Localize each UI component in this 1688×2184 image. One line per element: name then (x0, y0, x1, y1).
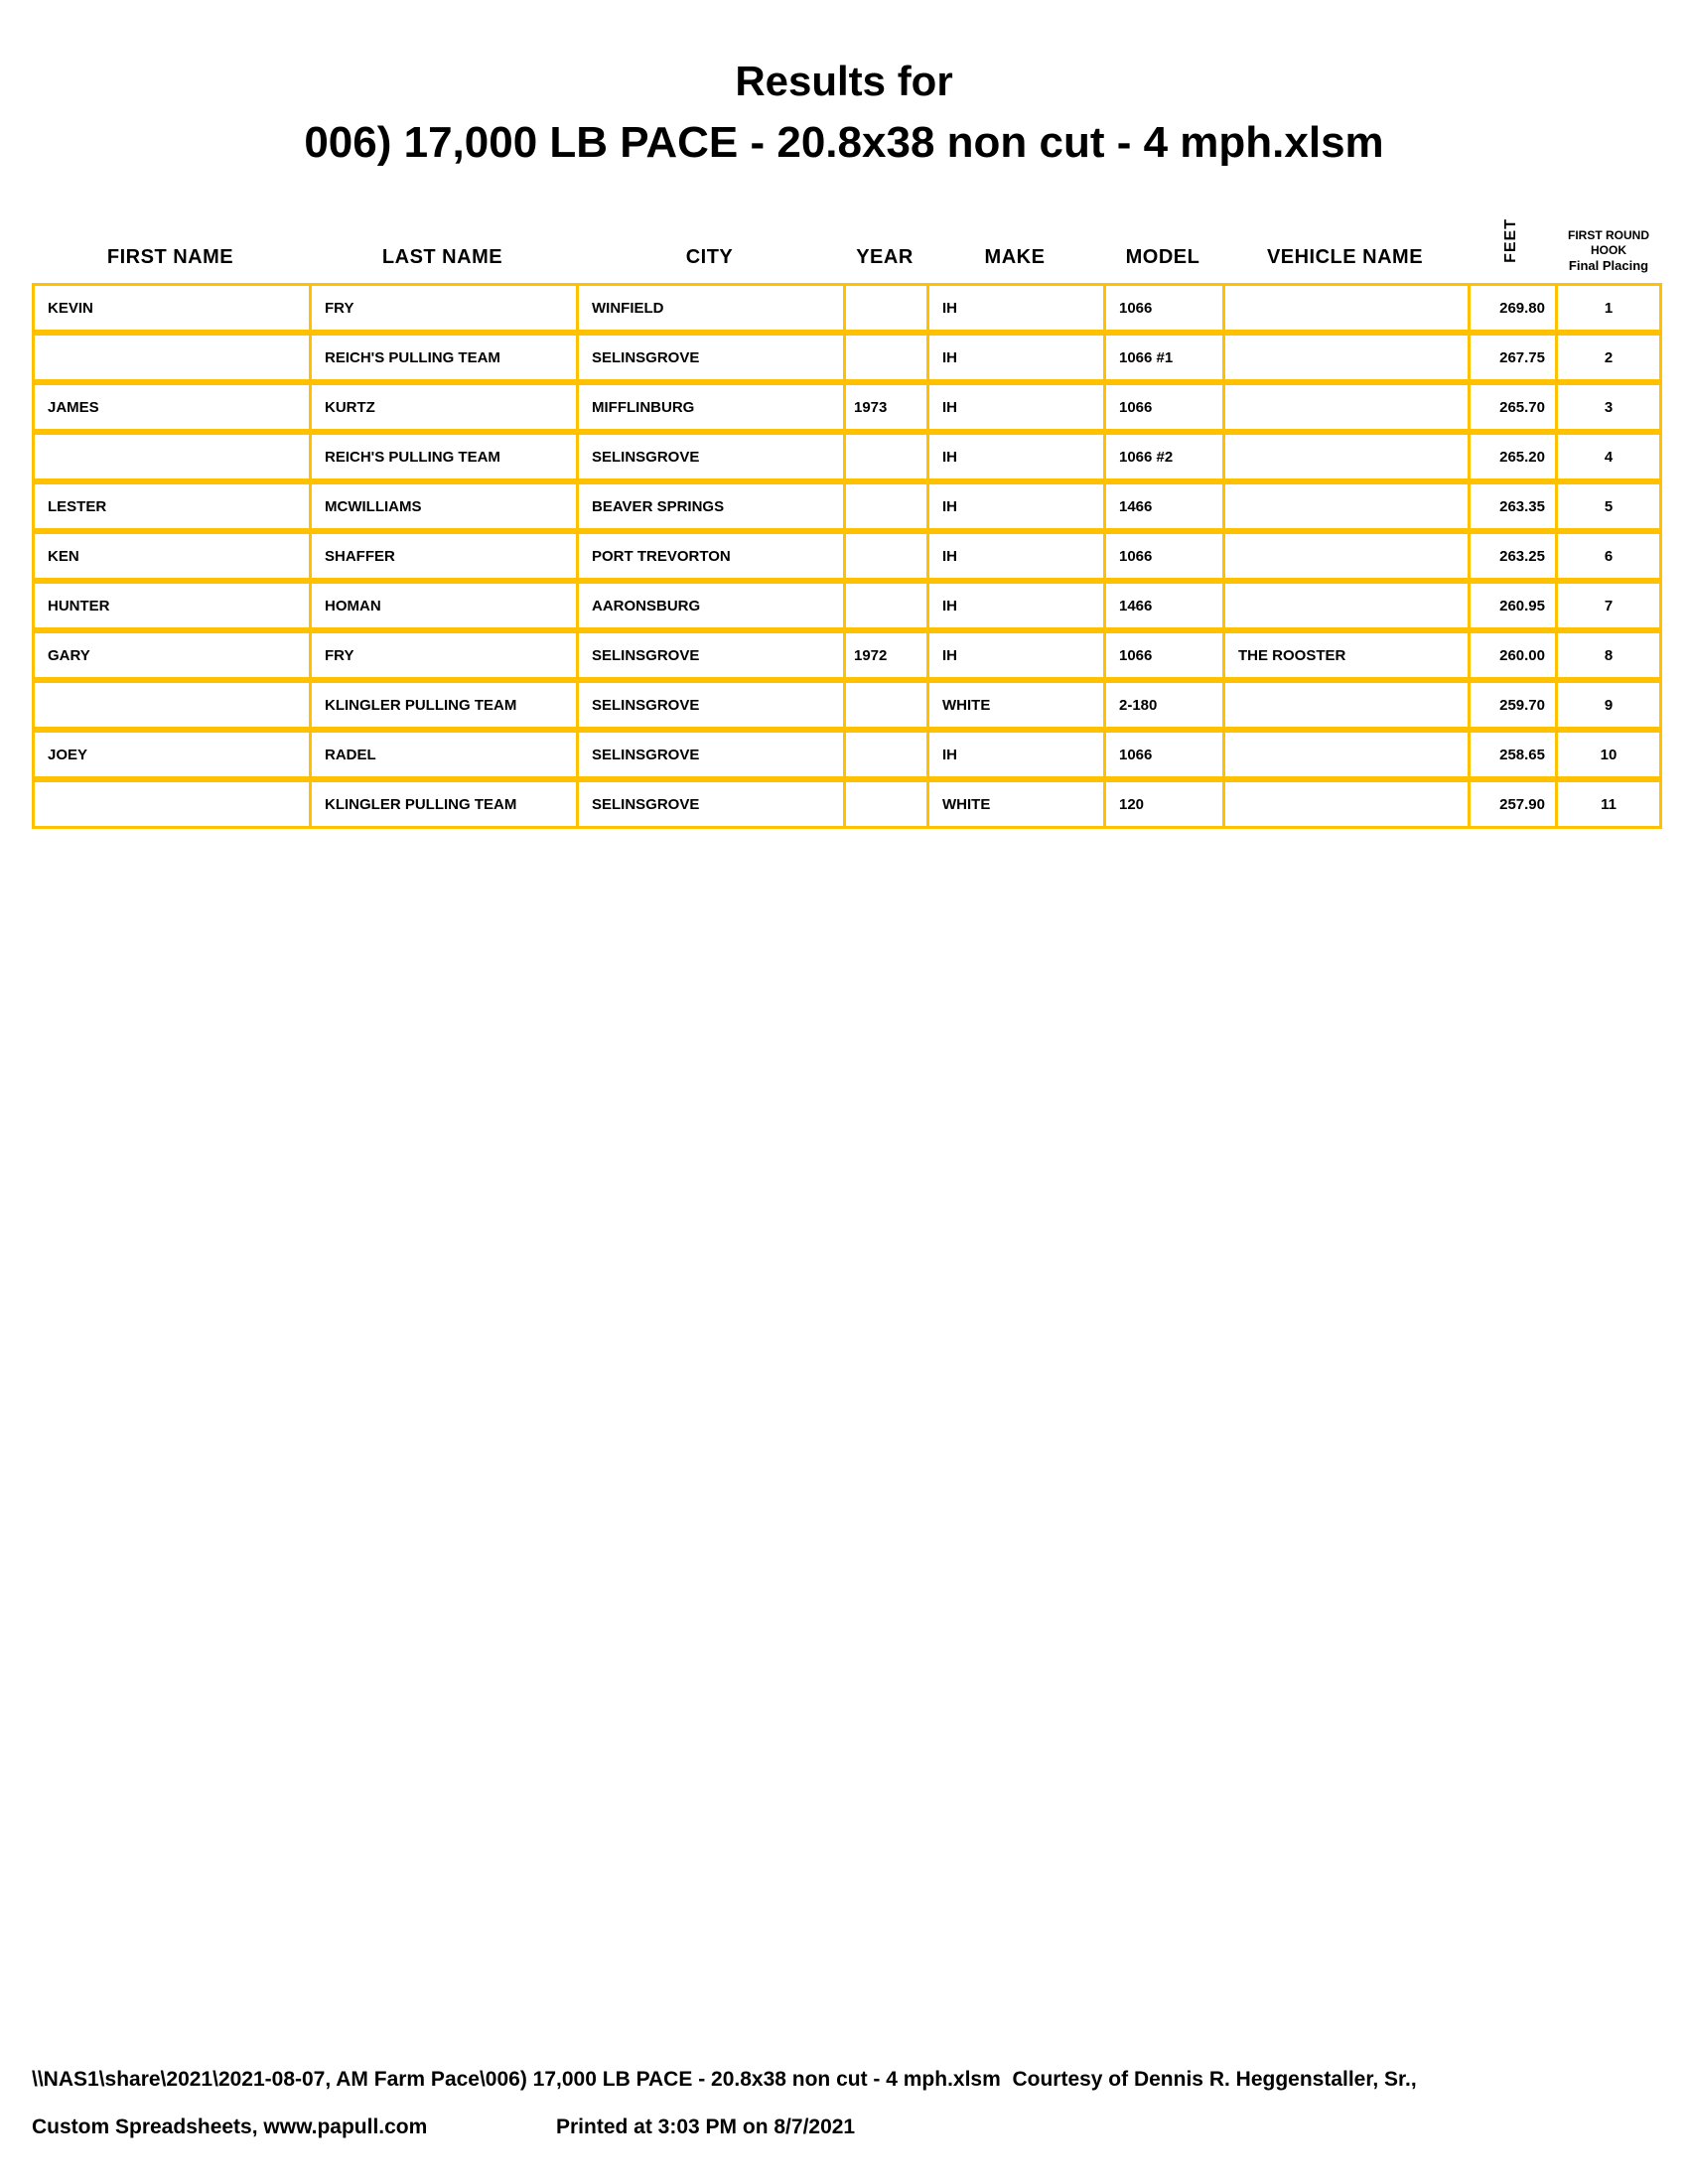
cell-city: BEAVER SPRINGS (576, 481, 843, 531)
cell-make: IH (926, 481, 1103, 531)
cell-city: SELINSGROVE (576, 333, 843, 382)
cell-final-placing: 8 (1555, 630, 1662, 680)
cell-final-placing: 9 (1555, 680, 1662, 730)
cell-first-name (32, 432, 309, 481)
cell-final-placing: 2 (1555, 333, 1662, 382)
cell-feet: 260.00 (1468, 630, 1555, 680)
table-row (32, 779, 1662, 829)
cell-model: 1066 #2 (1103, 432, 1222, 481)
header-row (32, 199, 1662, 283)
cell-vehicle-name (1222, 581, 1468, 630)
cell-last-name: KURTZ (309, 382, 576, 432)
cell-final-placing: 3 (1555, 382, 1662, 432)
cell-model: 2-180 (1103, 680, 1222, 730)
cell-model: 1466 (1103, 581, 1222, 630)
cell-final-placing: 10 (1555, 730, 1662, 779)
feet-rotated-label: FEET (1502, 218, 1519, 263)
cell-model: 120 (1103, 779, 1222, 829)
cell-feet: 267.75 (1468, 333, 1555, 382)
cell-vehicle-name (1222, 481, 1468, 531)
cell-feet: 265.70 (1468, 382, 1555, 432)
cell-final-placing: 7 (1555, 581, 1662, 630)
cell-make: WHITE (926, 779, 1103, 829)
table-row (32, 680, 1662, 730)
column-header-first-name: FIRST NAME (106, 246, 234, 268)
cell-model: 1066 (1103, 531, 1222, 581)
placing-header-line3: Final Placing (1568, 258, 1649, 273)
table-row (32, 531, 1662, 581)
footer-credit: Custom Spreadsheets, www.papull.com (32, 2116, 428, 2138)
table-row (32, 630, 1662, 680)
cell-last-name: FRY (309, 283, 576, 333)
cell-vehicle-name (1222, 680, 1468, 730)
cell-year: 1972 (843, 630, 926, 680)
cell-last-name: FRY (309, 630, 576, 680)
cell-final-placing: 4 (1555, 432, 1662, 481)
page-subtitle: 006) 17,000 LB PACE - 20.8x38 non cut - 4 mph.xlsm (304, 118, 1384, 167)
cell-feet: 259.70 (1468, 680, 1555, 730)
table-row (32, 382, 1662, 432)
cell-vehicle-name (1222, 283, 1468, 333)
cell-first-name: JOEY (32, 730, 309, 779)
cell-year (843, 432, 926, 481)
column-header-city: CITY (685, 246, 734, 268)
column-header-final-placing (1555, 199, 1662, 283)
cell-feet: 258.65 (1468, 730, 1555, 779)
cell-last-name: MCWILLIAMS (309, 481, 576, 531)
results-table (32, 199, 1662, 829)
cell-last-name: KLINGLER PULLING TEAM (309, 680, 576, 730)
cell-vehicle-name (1222, 333, 1468, 382)
cell-first-name: JAMES (32, 382, 309, 432)
cell-make: IH (926, 630, 1103, 680)
cell-vehicle-name (1222, 432, 1468, 481)
placing-header-line2: HOOK (1591, 243, 1626, 257)
cell-final-placing: 6 (1555, 531, 1662, 581)
table-row (32, 730, 1662, 779)
cell-model: 1066 (1103, 283, 1222, 333)
cell-city: AARONSBURG (576, 581, 843, 630)
cell-first-name (32, 333, 309, 382)
cell-first-name: KEVIN (32, 283, 309, 333)
cell-first-name: LESTER (32, 481, 309, 531)
cell-city: SELINSGROVE (576, 432, 843, 481)
column-header-year: YEAR (856, 246, 914, 268)
cell-make: IH (926, 333, 1103, 382)
cell-year (843, 680, 926, 730)
cell-first-name: KEN (32, 531, 309, 581)
cell-model: 1066 (1103, 630, 1222, 680)
cell-feet: 263.35 (1468, 481, 1555, 531)
cell-make: IH (926, 581, 1103, 630)
footer-line1-container (0, 2068, 1688, 2098)
column-header-make: MAKE (984, 246, 1046, 268)
results-table-header (32, 199, 1662, 283)
cell-year (843, 581, 926, 630)
cell-city: MIFFLINBURG (576, 382, 843, 432)
table-row (32, 283, 1662, 333)
cell-final-placing: 11 (1555, 779, 1662, 829)
cell-city: WINFIELD (576, 283, 843, 333)
table-row (32, 432, 1662, 481)
cell-model: 1466 (1103, 481, 1222, 531)
column-header-feet (1468, 199, 1555, 283)
cell-make: IH (926, 382, 1103, 432)
cell-feet: 265.20 (1468, 432, 1555, 481)
cell-make: IH (926, 283, 1103, 333)
page-title: Results for (735, 58, 953, 104)
cell-feet: 260.95 (1468, 581, 1555, 630)
cell-city: SELINSGROVE (576, 680, 843, 730)
cell-year (843, 283, 926, 333)
cell-vehicle-name (1222, 382, 1468, 432)
column-header-model: MODEL (1125, 246, 1200, 268)
cell-make: WHITE (926, 680, 1103, 730)
table-row (32, 581, 1662, 630)
cell-year: 1973 (843, 382, 926, 432)
cell-city: SELINSGROVE (576, 779, 843, 829)
cell-final-placing: 5 (1555, 481, 1662, 531)
footer-line2-container (0, 2116, 1688, 2145)
cell-model: 1066 #1 (1103, 333, 1222, 382)
cell-make: IH (926, 432, 1103, 481)
cell-vehicle-name: THE ROOSTER (1222, 630, 1468, 680)
cell-final-placing: 1 (1555, 283, 1662, 333)
cell-first-name (32, 680, 309, 730)
cell-last-name: REICH'S PULLING TEAM (309, 432, 576, 481)
cell-last-name: SHAFFER (309, 531, 576, 581)
cell-last-name: HOMAN (309, 581, 576, 630)
cell-vehicle-name (1222, 531, 1468, 581)
cell-first-name: HUNTER (32, 581, 309, 630)
cell-feet: 269.80 (1468, 283, 1555, 333)
cell-last-name: REICH'S PULLING TEAM (309, 333, 576, 382)
cell-year (843, 333, 926, 382)
cell-city: PORT TREVORTON (576, 531, 843, 581)
cell-year (843, 730, 926, 779)
cell-vehicle-name (1222, 779, 1468, 829)
footer-printed-timestamp: Printed at 3:03 PM on 8/7/2021 (556, 2116, 856, 2138)
cell-city: SELINSGROVE (576, 730, 843, 779)
column-header-last-name: LAST NAME (381, 246, 503, 268)
cell-last-name: KLINGLER PULLING TEAM (309, 779, 576, 829)
cell-last-name: RADEL (309, 730, 576, 779)
cell-vehicle-name (1222, 730, 1468, 779)
cell-feet: 263.25 (1468, 531, 1555, 581)
cell-model: 1066 (1103, 730, 1222, 779)
cell-first-name (32, 779, 309, 829)
cell-year (843, 531, 926, 581)
column-header-vehicle-name: VEHICLE NAME (1266, 246, 1424, 268)
cell-make: IH (926, 531, 1103, 581)
cell-make: IH (926, 730, 1103, 779)
cell-city: SELINSGROVE (576, 630, 843, 680)
cell-year (843, 779, 926, 829)
cell-model: 1066 (1103, 382, 1222, 432)
footer-file-path: \\NAS1\share\2021\2021-08-07, AM Farm Pace\006) 17,000 LB PACE - 20.8x38 non cut - 4 mph.xlsm Courtesy of Dennis R. Heggenstaller, Sr., (32, 2068, 1417, 2091)
placing-header-line1: FIRST ROUND (1568, 228, 1649, 242)
table-row (32, 333, 1662, 382)
cell-feet: 257.90 (1468, 779, 1555, 829)
results-table-body (32, 283, 1662, 829)
table-row (32, 481, 1662, 531)
cell-first-name: GARY (32, 630, 309, 680)
cell-year (843, 481, 926, 531)
